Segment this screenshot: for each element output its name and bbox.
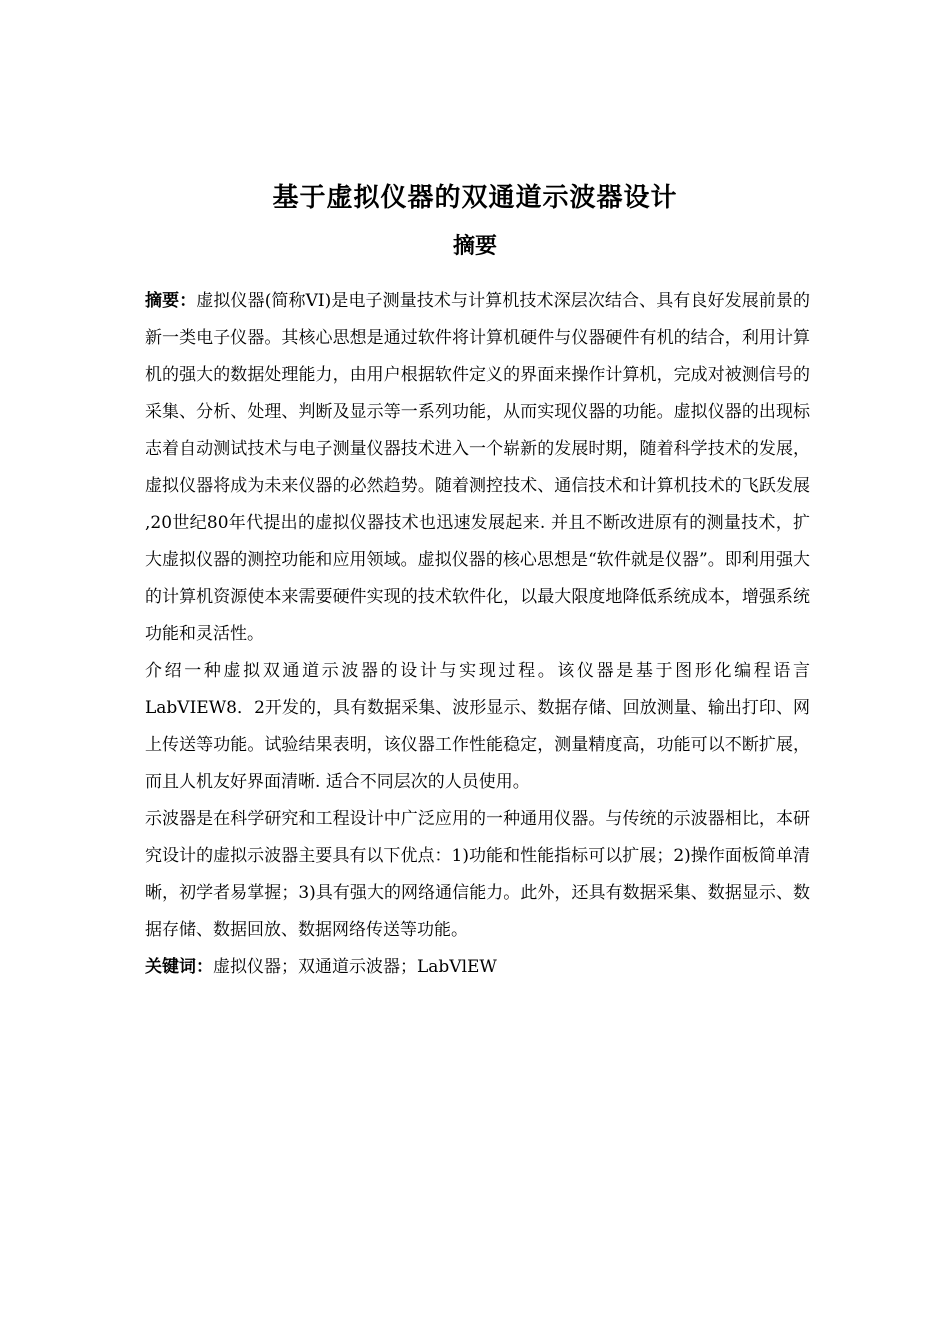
abstract-paragraph-3: 示波器是在科学研究和工程设计中广泛应用的一种通用仪器。与传统的示波器相比，本研究设计的虚拟示波器主要具有以下优点：1)功能和性能指标可以扩展；2)操作面板简单清晰，初学者易掌握；3)具有强大的网络通信能力。此外，还具有数据采集、数据显示、数据存储、数据回放、数据网络传送等功能。 bbox=[145, 809, 810, 940]
abstract-paragraph-1 bbox=[145, 283, 810, 653]
abstract-body bbox=[145, 283, 810, 986]
keywords-label: 关键词： bbox=[145, 957, 213, 977]
abstract-paragraph-2: 介绍一种虚拟双通道示波器的设计与实现过程。该仪器是基于图形化编程语言LabVIEW8．2开发的，具有数据采集、波形显示、数据存储、回放测量、输出打印、网上传送等功能。试验结果表明，该仪器工作性能稳定，测量精度高，功能可以不断扩展，而且人机友好界面清晰. 适合不同层次的人员使用。 bbox=[145, 661, 810, 792]
abstract-heading: 摘要 bbox=[452, 234, 497, 259]
abstract-paragraph-1-text: 虚拟仪器(简称VI)是电子测量技术与计算机技术深层次结合、具有良好发展前景的新一类电子仪器。其核心思想是通过软件将计算机硬件与仪器硬件有机的结合，利用计算机的强大的数据处理能力，由用户根据软件定义的界面来操作计算机，完成对被测信号的采集、分析、处理、判断及显示等一系列功能，从而实现仪器的功能。虚拟仪器的出现标志着自动测试技术与电子测量仪器技术进入一个崭新的发展时期，随着科学技术的发展，虚拟仪器将成为未来仪器的必然趋势。随着测控技术、通信技术和计算机技术的飞跃发展 ,20世纪80年代提出的虚拟仪器技术也迅速发展起来. 并且不断改进原有的测量技术，扩大虚拟仪器的测控功能和应用领域。虚拟仪器的核心思想是“软件就是仪器”。即利用强大的计算机资源使本来需要硬件实现的技术软件化，以最大限度地降低系统成本，增强系统功能和灵活性。 bbox=[145, 291, 810, 644]
keywords-line bbox=[145, 949, 810, 986]
abstract-label: 摘要： bbox=[145, 291, 197, 311]
document-title: 基于虚拟仪器的双通道示波器设计 bbox=[272, 183, 678, 213]
keywords-text: 虚拟仪器；双通道示波器；LabVlEW bbox=[213, 957, 497, 977]
